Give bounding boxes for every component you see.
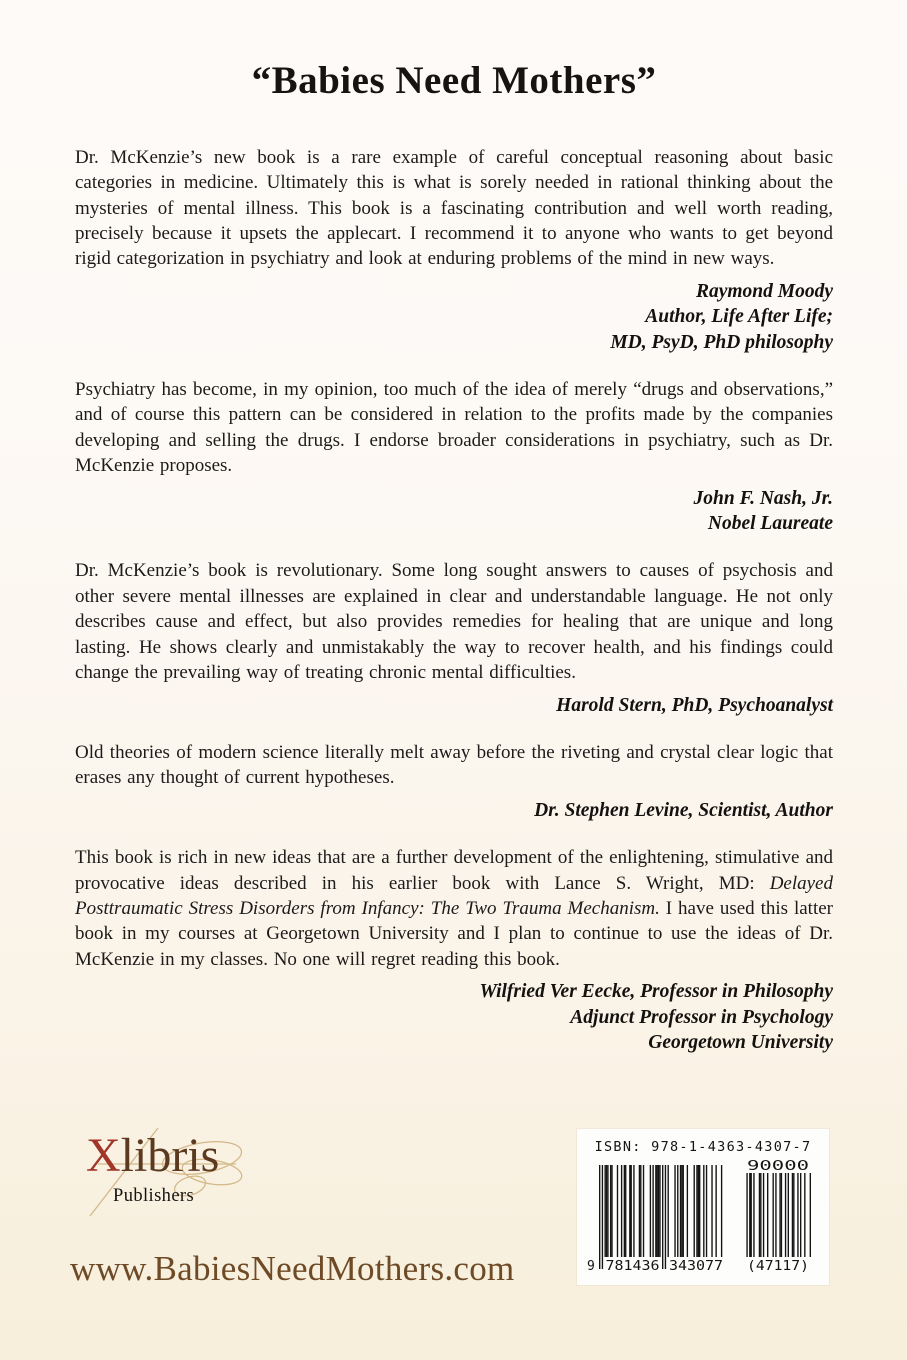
quote-block-2 <box>75 377 833 536</box>
quote-paragraph: Dr. McKenzie’s book is revolutionary. Some long sought answers to causes of psychosis and other severe mental illnesses are explained in clear and understandable language. He not only describes cause and effect, but also provides remedies for healing that are unique and long lasting. He shows clearly and unmistakably the way to recover health, and his findings could change the prevailing way of treating chronic mental difficulties. <box>75 560 833 684</box>
barcode-panel <box>577 1129 829 1285</box>
quote-attribution <box>75 693 833 718</box>
attribution-line: Harold Stern, PhD, Psychoanalyst <box>556 694 833 716</box>
logo-rest-letters: libris <box>120 1129 220 1182</box>
quote-block-4 <box>75 740 833 823</box>
attribution-line: Dr. Stephen Levine, Scientist, Author <box>534 799 833 821</box>
quote-paragraph: Old theories of modern science literally melt away before the riveting and crystal clear logic that erases any thought of current hypotheses. <box>75 741 833 789</box>
website-url: www.BabiesNeedMothers.com <box>70 1249 515 1288</box>
quote-paragraph: Dr. McKenzie’s new book is a rare example of careful conceptual reasoning about basic categories in medicine. Ultimately this is what is sorely needed in rational thinking about the mysteries of mental illness. This book is a fascinating contribution and well worth reading, precisely because it upsets the applecart. I recommend it to anyone who wants to get beyond rigid categorization in psychiatry and look at enduring problems of the mind in new ways. <box>75 146 833 270</box>
publisher-logo <box>86 1120 266 1235</box>
attribution-line: MD, PsyD, PhD philosophy <box>610 331 833 353</box>
back-cover-content <box>75 58 833 1077</box>
quote-attribution <box>75 979 833 1055</box>
svg-text:781436: 781436 <box>605 1259 660 1274</box>
attribution-line: Wilfried Ver Eecke, Professor in Philosophy <box>479 981 833 1003</box>
svg-text:90000: 90000 <box>747 1159 809 1174</box>
quote-paragraph <box>75 845 833 972</box>
attribution-line: John F. Nash, Jr. <box>693 487 833 509</box>
barcode-svg <box>585 1159 821 1285</box>
isbn-label: ISBN: 978-1-4363-4307-7 <box>594 1139 812 1155</box>
attribution-line: Nobel Laureate <box>707 513 833 535</box>
publisher-logo-wordmark <box>86 1120 266 1183</box>
quote-attribution <box>75 279 833 355</box>
quote-block-3 <box>75 558 833 717</box>
quote-text-roman: I have used this latter book in my courses at Georgetown University and I plan to continue to use the ideas of Dr. McKenzie in my classes. No one will regret reading this book. <box>75 897 833 970</box>
attribution-line: Adjunct Professor in Psychology <box>570 1006 833 1028</box>
quote-text-roman: This book is rich in new ideas that are a further development of the enlightening, stimulative and provocative ideas described in his earlier book with Lance S. Wright, MD: <box>75 847 833 894</box>
quote-attribution <box>75 798 833 823</box>
page-title: “Babies Need Mothers” <box>251 59 657 102</box>
quote-attribution <box>75 486 833 537</box>
svg-text:343077: 343077 <box>669 1259 723 1274</box>
quote-block-1 <box>75 145 833 355</box>
attribution-line: Author, Life After Life; <box>645 306 833 328</box>
quote-block-5 <box>75 845 833 1055</box>
logo-letter-x: X <box>86 1129 121 1182</box>
svg-text:(47117): (47117) <box>747 1259 809 1274</box>
svg-text:9: 9 <box>587 1259 595 1274</box>
quote-text-italic-book-title: Delayed Posttraumatic Stress Disorders from Infancy: The Two Trauma Mechanism. <box>75 872 833 919</box>
attribution-line: Raymond Moody <box>695 280 833 302</box>
quote-paragraph: Psychiatry has become, in my opinion, too much of the idea of merely “drugs and observations,” and of course this pattern can be considered in relation to the profits made by the companies developing and selling the drugs. I endorse broader considerations in psychiatry, such as Dr. McKenzie proposes. <box>75 379 833 477</box>
publisher-subtitle: Publishers <box>113 1185 195 1206</box>
attribution-line: Georgetown University <box>648 1031 833 1053</box>
